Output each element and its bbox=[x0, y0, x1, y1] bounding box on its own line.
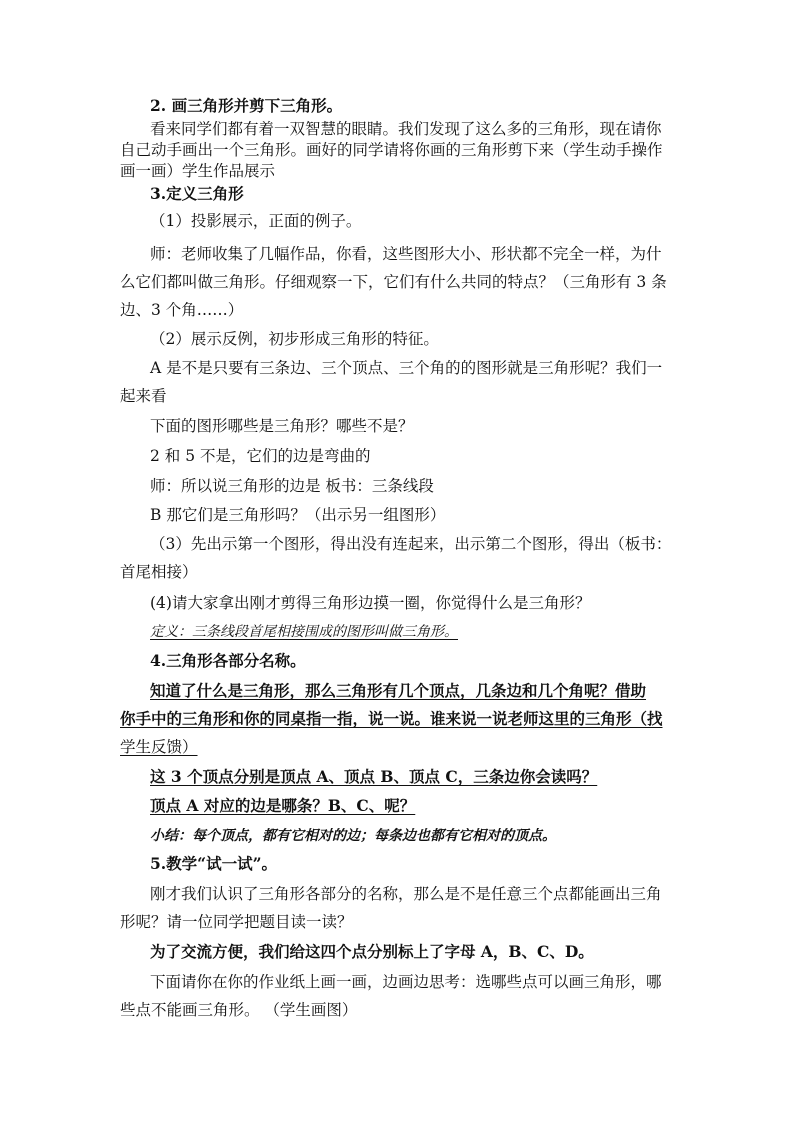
paragraph-line: 知道了什么是三角形，那么三角形有几个顶点，几条边和几个角呢？借助 bbox=[150, 681, 647, 700]
paragraph-line: 下面请你在你的作业纸上画一画，边画边思考：选哪些点可以画三角形，哪 bbox=[150, 973, 662, 991]
paragraph-line: 边、3 个角……） bbox=[120, 301, 244, 319]
paragraph-line: （1）投影展示，正面的例子。 bbox=[150, 212, 362, 230]
paragraph-line: 刚才我们认识了三角形各部分的名称，那么是不是任意三个点都能画出三角 bbox=[150, 885, 662, 903]
section-heading-try-it: 5.教学“试一试”。 bbox=[150, 854, 278, 873]
paragraph-line: 学生反馈） bbox=[120, 738, 198, 756]
definition-line: 定义：三条线段首尾相接围成的图形叫做三角形。 bbox=[150, 624, 458, 640]
paragraph-line: A 是不是只要有三条边、三个顶点、三个角的的图形就是三角形呢？我们一 bbox=[150, 359, 663, 377]
paragraph-line: （3）先出示第一个图形，得出没有连起来，出示第二个图形，得出（板书： bbox=[150, 535, 672, 553]
paragraph-line: 下面的图形哪些是三角形？哪些不是？ bbox=[150, 417, 414, 435]
paragraph-line: 些点不能画三角形。 （学生画图） bbox=[120, 1001, 358, 1019]
section-heading-draw-triangle: 2. 画三角形并剪下三角形。 bbox=[150, 96, 343, 115]
paragraph-line: 师：老师收集了几幅作品，你看，这些图形大小、形状都不完全一样，为什 bbox=[150, 245, 662, 263]
paragraph-line: 首尾相接） bbox=[120, 563, 198, 581]
paragraph-line: 自己动手画出一个三角形。画好的同学请将你画的三角形剪下来（学生动手操作 bbox=[120, 141, 663, 159]
paragraph-line: 形呢？请一位同学把题目读一读？ bbox=[120, 913, 353, 931]
section-heading-triangle-parts: 4.三角形各部分名称。 bbox=[150, 651, 306, 670]
paragraph-line: 2 和 5 不是，它们的边是弯曲的 bbox=[150, 447, 371, 465]
paragraph-line: 你手中的三角形和你的同桌指一指，说一说。谁来说一说老师这里的三角形（找 bbox=[120, 709, 663, 728]
section-heading-define-triangle: 3.定义三角形 bbox=[150, 184, 244, 203]
paragraph-line: （2）展示反例，初步形成三角形的特征。 bbox=[150, 330, 439, 348]
summary-line: 小结：每个顶点，都有它相对的边；每条边也都有它相对的顶点。 bbox=[150, 828, 556, 844]
paragraph-line: 画一画）学生作品展示 bbox=[120, 162, 276, 180]
paragraph-line: 顶点 A 对应的边是哪条？B、C、呢？ bbox=[150, 796, 416, 815]
paragraph-line: (4)请大家拿出刚才剪得三角形边摸一圈，你觉得什么是三角形？ bbox=[150, 594, 591, 612]
paragraph-line: 这 3 个顶点分别是顶点 A、顶点 B、顶点 C，三条边你会读吗？ bbox=[150, 767, 598, 786]
paragraph-line: 看来同学们都有着一双智慧的眼睛。我们发现了这么多的三角形，现在请你 bbox=[150, 120, 662, 138]
paragraph-line: B 那它们是三角形吗？（出示另一组图形） bbox=[150, 506, 446, 524]
paragraph-line: 起来看 bbox=[120, 387, 167, 405]
paragraph-line: 么它们都叫做三角形。仔细观察一下，它们有什么共同的特点？（三角形有 3 条 bbox=[120, 273, 667, 291]
paragraph-line: 为了交流方便，我们给这四个点分别标上了字母 A，B、C、D。 bbox=[150, 942, 594, 961]
paragraph-line: 师：所以说三角形的边是 板书：三条线段 bbox=[150, 477, 434, 495]
